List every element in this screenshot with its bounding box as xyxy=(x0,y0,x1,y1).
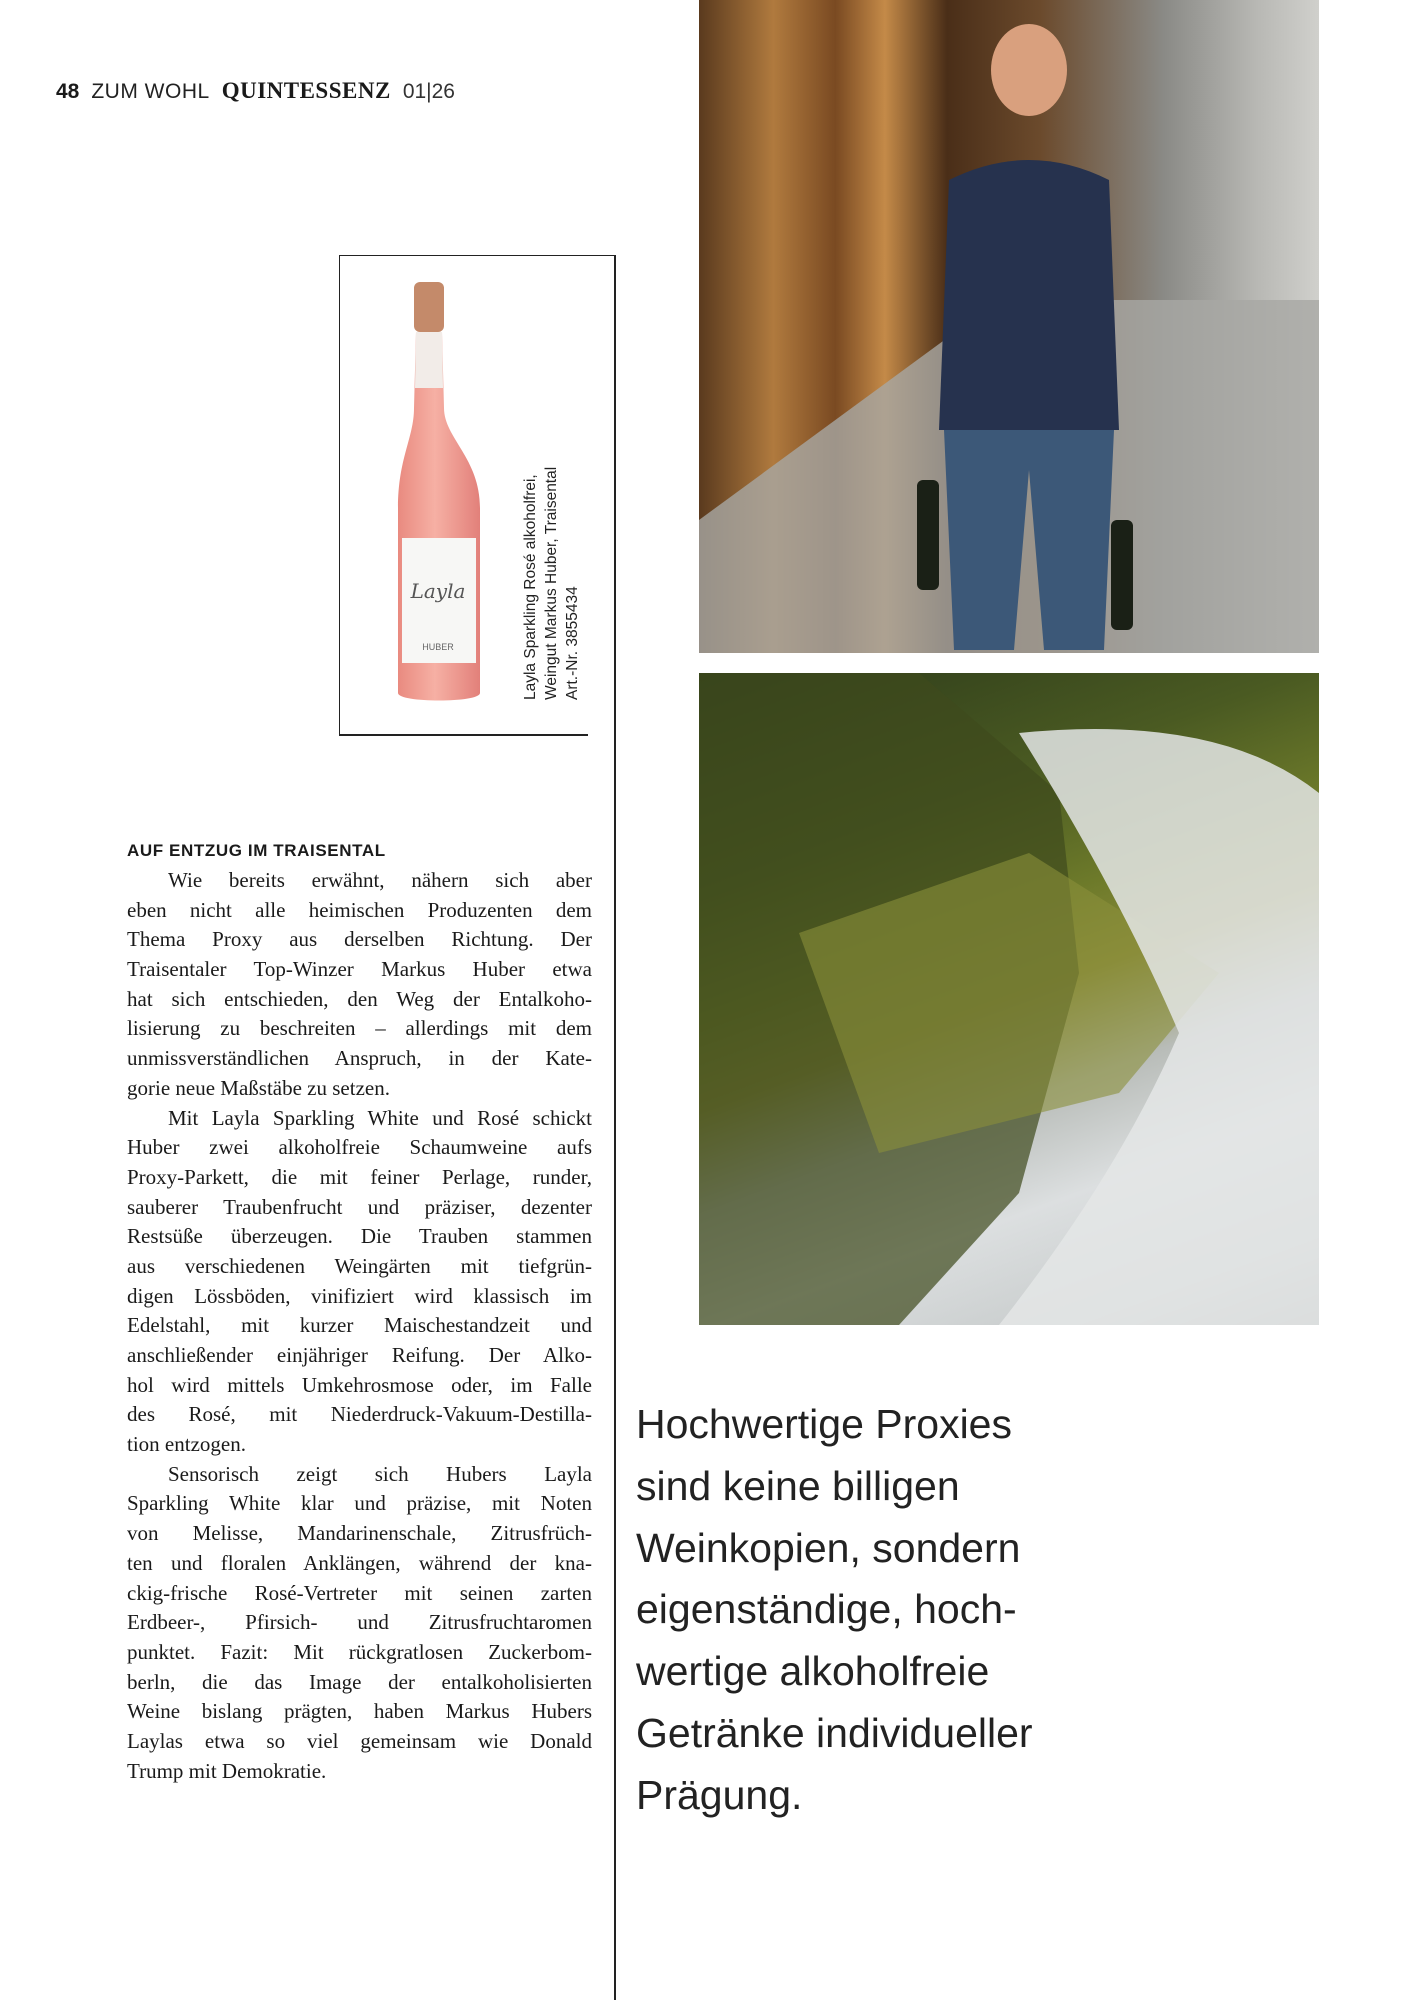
product-box-rule xyxy=(339,734,588,736)
article-line: Proxy-Parkett, die mit feiner Perlage, runder, xyxy=(127,1164,592,1189)
article-line: Restsüße überzeugen. Die Trauben stammen xyxy=(127,1224,592,1249)
bottle-label-producer: HUBER xyxy=(422,642,454,652)
issue-number: 01|26 xyxy=(402,80,455,103)
pull-quote-line: Hochwertige Proxies xyxy=(636,1401,1012,1447)
article-line: lisierung zu beschreiten – allerdings mit dem xyxy=(127,1016,592,1041)
article-line: eben nicht alle heimischen Produzenten dem xyxy=(127,897,592,922)
product-caption xyxy=(520,467,583,700)
caption-line: Art.-Nr. 3855434 xyxy=(564,586,581,700)
magazine-name: QUINTESSENZ xyxy=(221,78,391,103)
article-line: gorie neue Maßstäbe zu setzen. xyxy=(127,1075,390,1100)
pull-quote-line: wertige alkoholfreie xyxy=(636,1648,990,1695)
pull-quote-line: Weinkopien, sondern xyxy=(636,1524,1021,1571)
pull-quote-line: Getränke individueller xyxy=(636,1709,1033,1756)
article-line: ten und floralen Anklängen, während der kna- xyxy=(127,1550,592,1575)
caption-line: Weingut Markus Huber, Traisental xyxy=(543,466,560,700)
article-line: aus verschiedenen Weingärten mit tiefgrün- xyxy=(127,1253,592,1278)
article-line: Wie bereits erwähnt, nähern sich aber xyxy=(168,868,592,892)
caption-line: Layla Sparkling Rosé alkoholfrei, xyxy=(522,474,539,700)
article-line: Trump mit Demokratie. xyxy=(127,1758,327,1783)
article-line: hat sich entschieden, den Weg der Entalkoho- xyxy=(127,986,592,1011)
article-line: Mit Layla Sparkling White und Rosé schickt xyxy=(168,1105,592,1130)
article-line: hol wird mittels Umkehrosmose oder, im Falle xyxy=(127,1372,592,1397)
pull-quote-line: eigenständige, hoch- xyxy=(636,1586,1017,1633)
article-line: Weine bislang prägten, haben Markus Hubers xyxy=(127,1699,592,1724)
vineyard-aerial-photo xyxy=(699,673,1319,1325)
article-line: Sparkling White klar und präzise, mit Noten xyxy=(127,1491,592,1516)
article-line: Traisentaler Top-Winzer Markus Huber etwa xyxy=(127,957,592,982)
article-line: sauberer Traubenfrucht und präziser, dezenter xyxy=(127,1194,592,1219)
article-line: Erdbeer-, Pfirsich- und Zitrusfruchtaromen xyxy=(127,1610,592,1635)
article-line: tion entzogen. xyxy=(127,1432,246,1457)
article-line: Huber zwei alkoholfreie Schaumweine aufs xyxy=(127,1135,592,1160)
article-line: berln, die das Image der entalkoholisierten xyxy=(127,1669,592,1694)
article-line: Laylas etwa so viel gemeinsam wie Donald xyxy=(127,1728,592,1753)
page-number: 48 xyxy=(56,80,80,103)
article-line: des Rosé, mit Niederdruck-Vakuum-Destilla- xyxy=(127,1402,592,1427)
article-line: anschließender einjähriger Reifung. Der Alko- xyxy=(127,1343,592,1367)
article-line: Edelstahl, mit kurzer Maischestandzeit und xyxy=(127,1313,592,1338)
article-line: ckig-frische Rosé-Vertreter mit seinen zarten xyxy=(127,1580,592,1605)
bottle-label-brand: Layla xyxy=(410,579,466,603)
article-line: digen Lössböden, vinifiziert wird klassisch im xyxy=(127,1283,592,1308)
article-line: punktet. Fazit: Mit rückgratlosen Zuckerbom- xyxy=(127,1639,592,1664)
section-name: ZUM WOHL xyxy=(91,80,210,103)
pull-quote xyxy=(636,1394,1033,1827)
article-line: unmissverständlichen Anspruch, in der Kate- xyxy=(127,1046,592,1071)
pull-quote-line: Prägung. xyxy=(636,1771,803,1818)
winemaker-cellar-photo xyxy=(699,0,1319,653)
wine-bottle-image xyxy=(380,278,498,708)
pull-quote-line: sind keine billigen xyxy=(636,1462,960,1509)
article-line: von Melisse, Mandarinenschale, Zitrusfrüch- xyxy=(127,1521,592,1546)
article-line: Sensorisch zeigt sich Hubers Layla xyxy=(168,1461,592,1486)
article-body xyxy=(127,866,592,1786)
running-header xyxy=(56,78,455,104)
article-line: Thema Proxy aus derselben Richtung. Der xyxy=(127,927,592,952)
article-subheading: AUF ENTZUG IM TRAISENTAL xyxy=(127,841,386,860)
